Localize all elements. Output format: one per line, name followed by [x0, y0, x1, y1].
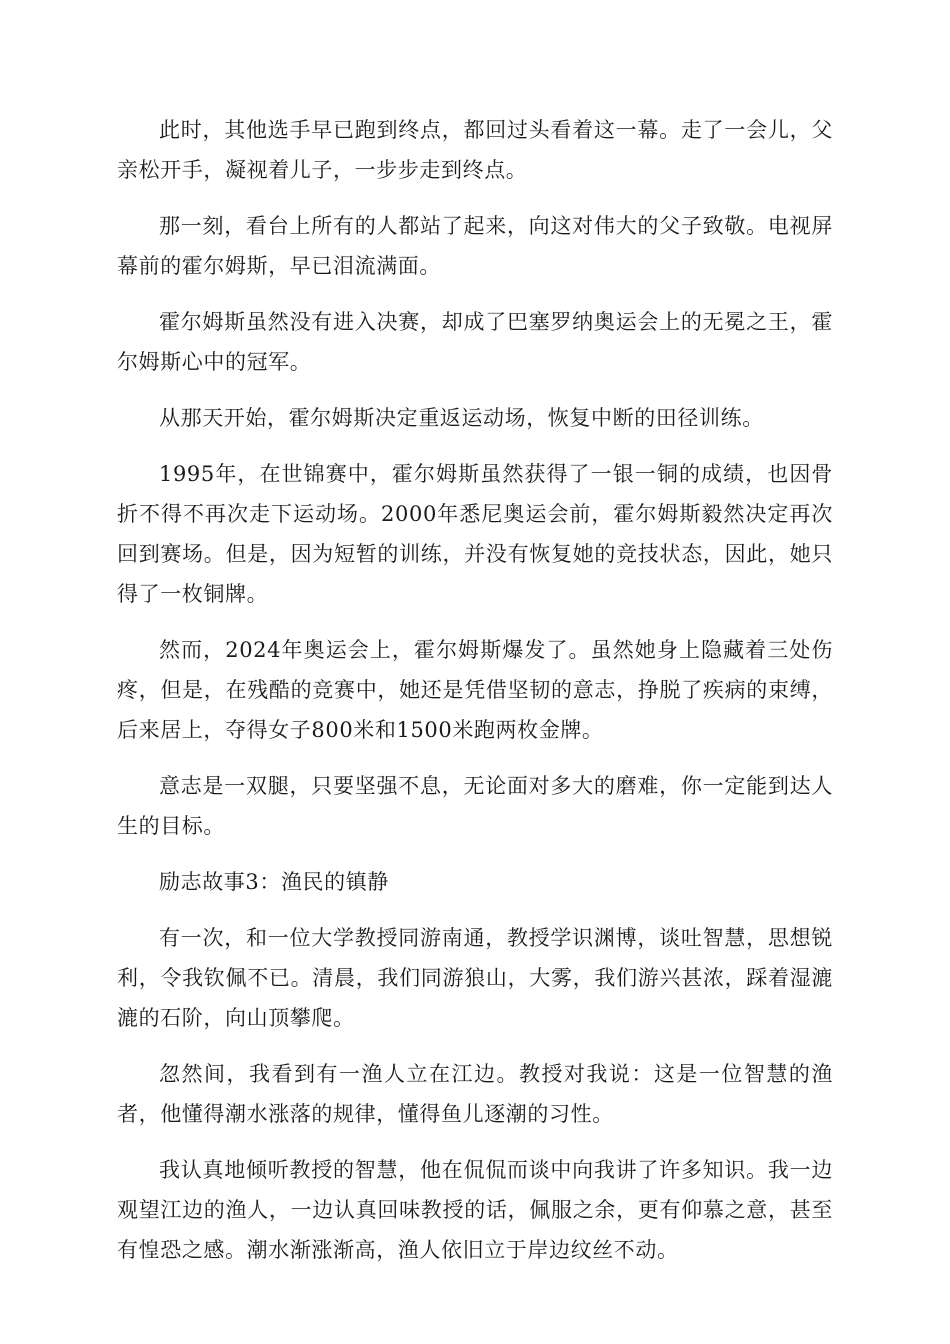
- paragraph-5: 1995年，在世锦赛中，霍尔姆斯虽然获得了一银一铜的成绩，也因骨折不得不再次走下运动场。2000年悉尼奥运会前，霍尔姆斯毅然决定再次回到赛场。但是，因为短暂的训练，并没有恢复她的竞技状态，因此，她只得了一枚铜牌。: [117, 462, 833, 606]
- document-body: [117, 110, 833, 1286]
- paragraph-1: 此时，其他选手早已跑到终点，都回过头看着这一幕。走了一会儿，父亲松开手，凝视着儿子，一步步走到终点。: [117, 118, 833, 182]
- paragraph-3: 霍尔姆斯虽然没有进入决赛，却成了巴塞罗纳奥运会上的无冕之王，霍尔姆斯心中的冠军。: [117, 310, 833, 374]
- paragraph-6: 然而，2024年奥运会上，霍尔姆斯爆发了。虽然她身上隐藏着三处伤疼，但是，在残酷的竞赛中，她还是凭借坚韧的意志，挣脱了疾病的束缚，后来居上，夺得女子800米和1500米跑两枚金牌。: [117, 638, 833, 742]
- paragraph-2: 那一刻，看台上所有的人都站了起来，向这对伟大的父子致敬。电视屏幕前的霍尔姆斯，早已泪流满面。: [117, 214, 833, 278]
- paragraph-9: 有一次，和一位大学教授同游南通，教授学识渊博，谈吐智慧，思想锐利，令我钦佩不已。清晨，我们同游狼山，大雾，我们游兴甚浓，踩着湿漉漉的石阶，向山顶攀爬。: [117, 926, 833, 1030]
- paragraph-10: 忽然间，我看到有一渔人立在江边。教授对我说：这是一位智慧的渔者，他懂得潮水涨落的规律，懂得鱼儿逐潮的习性。: [117, 1062, 833, 1126]
- section-heading: 励志故事3：渔民的镇静: [159, 870, 389, 894]
- paragraph-7: 意志是一双腿，只要坚强不息，无论面对多大的磨难，你一定能到达人生的目标。: [117, 774, 833, 838]
- paragraph-4: 从那天开始，霍尔姆斯决定重返运动场，恢复中断的田径训练。: [159, 406, 764, 430]
- paragraph-11: 我认真地倾听教授的智慧，他在侃侃而谈中向我讲了许多知识。我一边观望江边的渔人，一边认真回味教授的话，佩服之余，更有仰慕之意，甚至有惶恐之感。潮水渐涨渐高，渔人依旧立于岸边纹丝不动。: [117, 1158, 833, 1262]
